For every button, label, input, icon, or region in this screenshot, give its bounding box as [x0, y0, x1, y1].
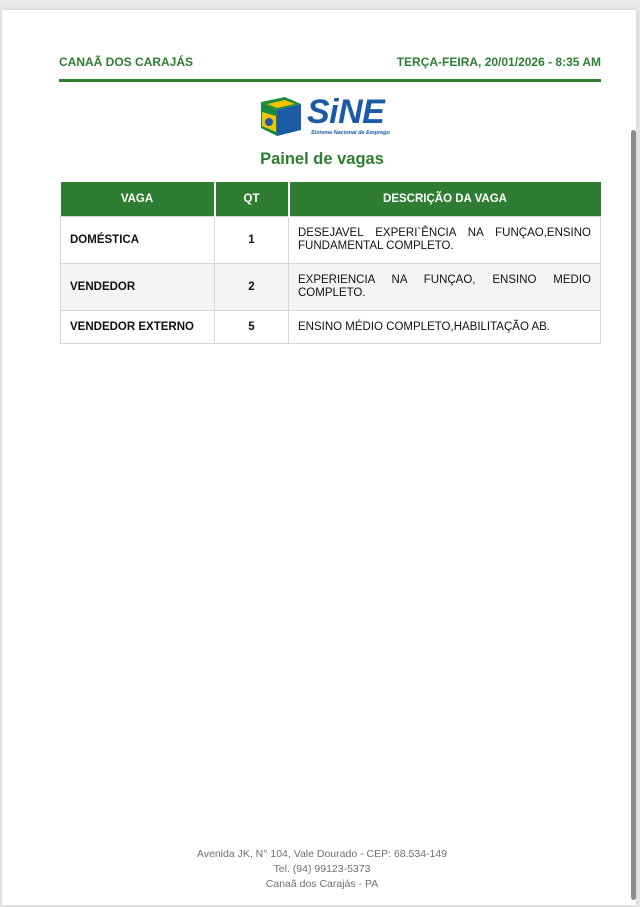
col-header-descricao: DESCRIÇÃO DA VAGA — [289, 182, 601, 217]
cell-descricao: ENSINO MÉDIO COMPLETO,HABILITAÇÃO AB. — [289, 311, 601, 344]
footer-phone: Tel. (94) 99123-5373 — [273, 863, 371, 875]
cell-descricao: DESEJAVEL EXPERI`ÊNCIA NA FUNÇAO,ENSINO FUNDAMENTAL COMPLETO. — [289, 217, 601, 264]
header-divider — [59, 79, 601, 82]
cell-qt: 1 — [215, 217, 289, 264]
col-header-vaga: VAGA — [61, 182, 215, 217]
document-page — [2, 10, 636, 905]
cell-descricao: EXPERIENCIA NA FUNÇAO, ENSINO MEDIO COMPLETO. — [289, 264, 601, 311]
table-row — [61, 217, 601, 264]
cell-qt: 5 — [215, 311, 289, 344]
table-row — [61, 264, 601, 311]
header-datetime: TERÇA-FEIRA, 20/01/2026 - 8:35 AM — [396, 55, 601, 69]
logo-wordmark: SiNE — [307, 93, 385, 131]
logo-subtitle: Sistema Nacional de Emprego — [311, 130, 390, 136]
vacancy-table — [60, 182, 601, 344]
table-header-row — [61, 182, 601, 217]
sine-logo — [257, 95, 407, 143]
cell-qt: 2 — [215, 264, 289, 311]
vertical-scrollbar[interactable] — [631, 130, 636, 900]
footer — [2, 847, 640, 892]
table-row — [61, 311, 601, 344]
header-bar — [59, 55, 601, 69]
brazil-flag-cube-icon — [257, 96, 305, 138]
cell-vaga: VENDEDOR — [61, 264, 215, 311]
page-title: Painel de vagas — [260, 150, 384, 168]
footer-city: Canaã dos Carajás - PA — [265, 878, 379, 890]
col-header-qt: QT — [215, 182, 289, 217]
cell-vaga: DOMÉSTICA — [61, 217, 215, 264]
header-city: CANAÃ DOS CARAJÁS — [59, 55, 194, 69]
cell-vaga: VENDEDOR EXTERNO — [61, 311, 215, 344]
footer-address: Avenida JK, N° 104, Vale Dourado - CEP: 68.534-149 — [196, 848, 448, 860]
